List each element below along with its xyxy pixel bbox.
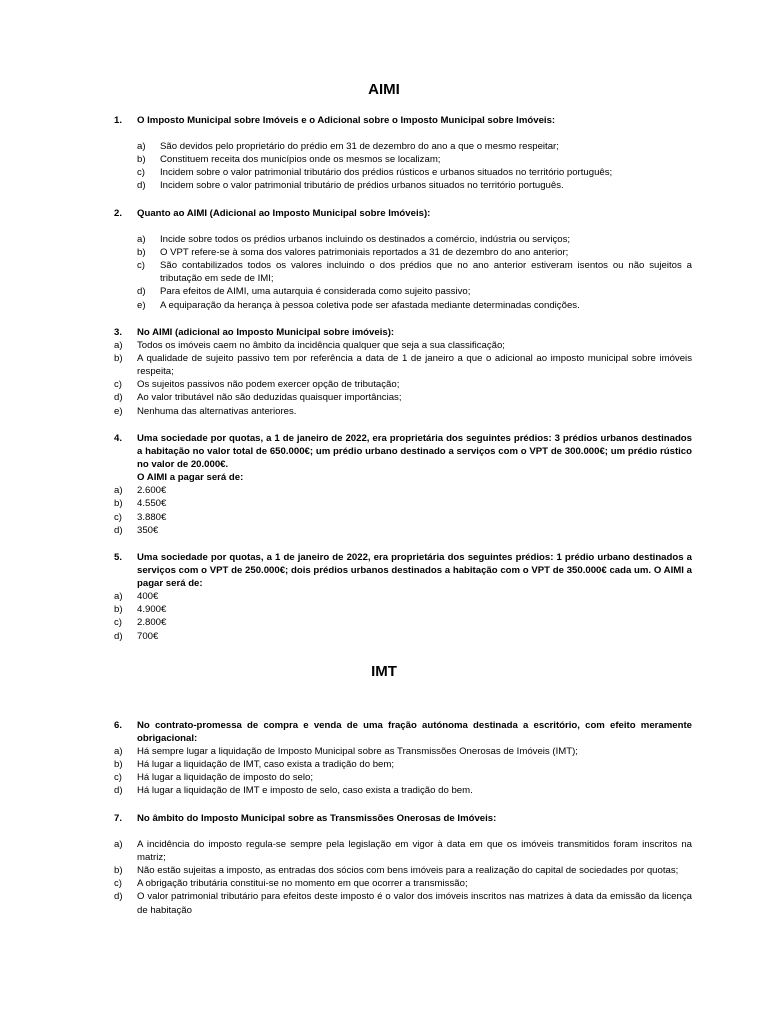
option-letter: e) bbox=[114, 405, 123, 417]
question-number: 7. bbox=[114, 813, 123, 824]
option-text: São devidos pelo proprietário do prédio em 31 de dezembro do ano a que o mesmo respeitar; bbox=[160, 141, 559, 153]
option-text: Ao valor tributável não são deduzidas quaisquer importâncias; bbox=[137, 392, 402, 404]
option-item bbox=[114, 745, 692, 758]
option-letter: c) bbox=[114, 511, 122, 523]
option-item bbox=[114, 153, 692, 166]
option-text: O valor patrimonial tributário para efeitos deste imposto é o valor dos imóveis inscritos nas matrizes à data da emissão da licença de habitação bbox=[137, 891, 692, 916]
option-list bbox=[114, 140, 692, 192]
option-letter: c) bbox=[114, 617, 122, 629]
option-letter: c) bbox=[114, 379, 122, 391]
option-letter: b) bbox=[114, 865, 123, 877]
option-item bbox=[114, 484, 692, 497]
option-item bbox=[114, 285, 692, 298]
option-item bbox=[114, 378, 692, 391]
option-letter: b) bbox=[114, 498, 123, 510]
question-4 bbox=[114, 432, 692, 537]
question-5-stem bbox=[114, 551, 692, 590]
option-letter: d) bbox=[114, 630, 123, 642]
option-text: Não estão sujeitas a imposto, as entradas dos sócios com bens imóveis para a realização do capital de sociedades por quotas; bbox=[137, 865, 679, 877]
option-text: 2.600€ bbox=[137, 485, 167, 497]
option-text: Incide sobre todos os prédios urbanos incluindo os destinados a comércio, indústria ou serviços; bbox=[160, 234, 571, 246]
option-list bbox=[114, 590, 692, 642]
option-text: 700€ bbox=[137, 630, 159, 642]
option-text: Incidem sobre o valor patrimonial tributário dos prédios rústicos e urbanos situados no território português; bbox=[160, 167, 613, 179]
option-letter: a) bbox=[114, 340, 123, 352]
option-letter: b) bbox=[114, 759, 123, 771]
option-item bbox=[114, 259, 692, 285]
question-text-line: O AIMI a pagar será de: bbox=[137, 472, 244, 484]
option-letter: a) bbox=[114, 839, 123, 851]
option-item bbox=[114, 299, 692, 312]
option-letter: b) bbox=[114, 353, 123, 365]
option-text: Há lugar a liquidação de IMT e imposto de selo, caso exista a tradição do bem. bbox=[137, 785, 473, 797]
option-item bbox=[114, 391, 692, 404]
section-title-imt: IMT bbox=[371, 663, 397, 680]
option-item bbox=[114, 590, 692, 603]
question-7-stem bbox=[114, 812, 692, 825]
option-letter: e) bbox=[137, 299, 146, 311]
option-item bbox=[114, 630, 692, 643]
option-text: 350€ bbox=[137, 524, 159, 536]
question-text-line: Uma sociedade por quotas, a 1 de janeiro de 2022, era proprietária dos seguintes prédios: 3 prédios urbanos destinados a habitação no valor total de 650.000€; um prédio urbano destinado a serviços com o VPT de 300.000€; um prédio rústico no valor de 20.000€. bbox=[137, 433, 692, 471]
option-item bbox=[114, 838, 692, 864]
question-1-stem bbox=[114, 114, 692, 127]
question-2-stem bbox=[114, 207, 692, 220]
question-number: 5. bbox=[114, 552, 123, 563]
question-number: 6. bbox=[114, 720, 123, 731]
option-text: 3.880€ bbox=[137, 511, 167, 523]
option-text: Constituem receita dos municípios onde os mesmos se localizam; bbox=[160, 154, 441, 166]
option-item bbox=[114, 233, 692, 246]
question-number: 3. bbox=[114, 327, 123, 338]
option-text: São contabilizados todos os valores incluindo o dos prédios que no ano anterior estiveram isentos ou não sujeitos a tributação em sede de IMI; bbox=[160, 260, 692, 285]
question-3-stem bbox=[114, 326, 692, 339]
option-text: 2.800€ bbox=[137, 617, 167, 629]
option-letter: d) bbox=[137, 286, 146, 298]
question-2 bbox=[114, 207, 692, 312]
option-item bbox=[114, 758, 692, 771]
question-text: Quanto ao AIMI (Adicional ao Imposto Municipal sobre Imóveis): bbox=[137, 208, 431, 219]
option-list bbox=[114, 339, 692, 418]
question-text: Uma sociedade por quotas, a 1 de janeiro de 2022, era proprietária dos seguintes prédios: 1 prédio urbano destinados a serviços com o VPT de 250.000€; dois prédios urbanos destinados a habitação com o VPT de 350.000€ cada um. O AIMI a pagar será de: bbox=[137, 552, 692, 590]
option-letter: c) bbox=[114, 772, 122, 784]
option-letter: c) bbox=[114, 878, 122, 890]
question-text: No AIMI (adicional ao Imposto Municipal sobre imóveis): bbox=[137, 327, 395, 338]
option-letter: d) bbox=[114, 891, 123, 903]
option-item bbox=[114, 784, 692, 797]
question-4-stem bbox=[114, 432, 692, 484]
option-text: O VPT refere-se à soma dos valores patrimoniais reportados a 31 de dezembro do ano anterior; bbox=[160, 247, 569, 259]
option-text: 4.550€ bbox=[137, 498, 167, 510]
option-item bbox=[114, 179, 692, 192]
option-item bbox=[114, 246, 692, 259]
option-item bbox=[114, 352, 692, 378]
option-letter: b) bbox=[137, 247, 146, 259]
option-item bbox=[114, 771, 692, 784]
option-letter: a) bbox=[114, 485, 123, 497]
question-text bbox=[137, 432, 692, 484]
question-6 bbox=[114, 719, 692, 798]
question-number: 2. bbox=[114, 208, 123, 219]
question-number: 1. bbox=[114, 115, 123, 126]
option-list bbox=[114, 233, 692, 312]
option-item bbox=[114, 166, 692, 179]
option-text: 400€ bbox=[137, 591, 159, 603]
question-3 bbox=[114, 326, 692, 418]
option-letter: c) bbox=[137, 260, 145, 272]
option-letter: c) bbox=[137, 167, 145, 179]
question-number: 4. bbox=[114, 433, 123, 444]
option-list bbox=[114, 838, 692, 917]
option-letter: b) bbox=[137, 154, 146, 166]
option-letter: b) bbox=[114, 604, 123, 616]
option-text: Há sempre lugar a liquidação de Imposto Municipal sobre as Transmissões Onerosas de Imóveis (IMT); bbox=[137, 746, 578, 758]
question-text: O Imposto Municipal sobre Imóveis e o Adicional sobre o Imposto Municipal sobre Imóveis: bbox=[137, 115, 556, 126]
option-item bbox=[114, 405, 692, 418]
question-7 bbox=[114, 812, 692, 917]
option-item bbox=[114, 524, 692, 537]
option-item bbox=[114, 339, 692, 352]
option-text: Para efeitos de AIMI, uma autarquia é considerada como sujeito passivo; bbox=[160, 286, 471, 298]
option-item bbox=[114, 140, 692, 153]
option-text: Os sujeitos passivos não podem exercer opção de tributação; bbox=[137, 379, 400, 391]
option-item bbox=[114, 497, 692, 510]
option-list bbox=[114, 484, 692, 536]
option-item bbox=[114, 511, 692, 524]
option-letter: a) bbox=[137, 234, 146, 246]
option-text: Nenhuma das alternativas anteriores. bbox=[137, 405, 297, 417]
option-list bbox=[114, 745, 692, 797]
option-letter: d) bbox=[114, 392, 123, 404]
option-item bbox=[114, 616, 692, 629]
option-item bbox=[114, 877, 692, 890]
option-text: A qualidade de sujeito passivo tem por referência a data de 1 de janeiro a que o adicional ao imposto municipal sobre imóveis respeita; bbox=[137, 353, 692, 378]
option-letter: d) bbox=[137, 180, 146, 192]
option-text: A equiparação da herança à pessoa coletiva pode ser afastada mediante determinadas condições. bbox=[160, 299, 580, 311]
option-text: Todos os imóveis caem no âmbito da incidência qualquer que seja a sua classificação; bbox=[137, 340, 505, 352]
option-text: A obrigação tributária constitui-se no momento em que ocorrer a transmissão; bbox=[137, 878, 468, 890]
question-1 bbox=[114, 114, 692, 192]
option-item bbox=[114, 890, 692, 916]
section-title-aimi: AIMI bbox=[368, 81, 400, 98]
option-text: 4.900€ bbox=[137, 604, 167, 616]
option-text: Há lugar a liquidação de IMT, caso exista a tradição do bem; bbox=[137, 759, 395, 771]
option-text: A incidência do imposto regula-se sempre pela legislação em vigor à data em que os imóveis transmitidos foram inscritos na matriz; bbox=[137, 839, 692, 864]
option-letter: a) bbox=[114, 591, 123, 603]
option-item bbox=[114, 864, 692, 877]
option-item bbox=[114, 603, 692, 616]
question-6-stem bbox=[114, 719, 692, 745]
option-letter: a) bbox=[137, 141, 146, 153]
option-letter: d) bbox=[114, 524, 123, 536]
question-5 bbox=[114, 551, 692, 643]
question-text: No contrato-promessa de compra e venda de uma fração autónoma destinada a escritório, com efeito meramente obrigacional: bbox=[137, 720, 692, 745]
option-letter: a) bbox=[114, 746, 123, 758]
option-text: Incidem sobre o valor patrimonial tributário de prédios urbanos situados no território português. bbox=[160, 180, 564, 192]
option-letter: d) bbox=[114, 785, 123, 797]
question-text: No âmbito do Imposto Municipal sobre as Transmissões Onerosas de Imóveis: bbox=[137, 813, 497, 824]
option-text: Há lugar a liquidação de imposto do selo; bbox=[137, 772, 313, 784]
